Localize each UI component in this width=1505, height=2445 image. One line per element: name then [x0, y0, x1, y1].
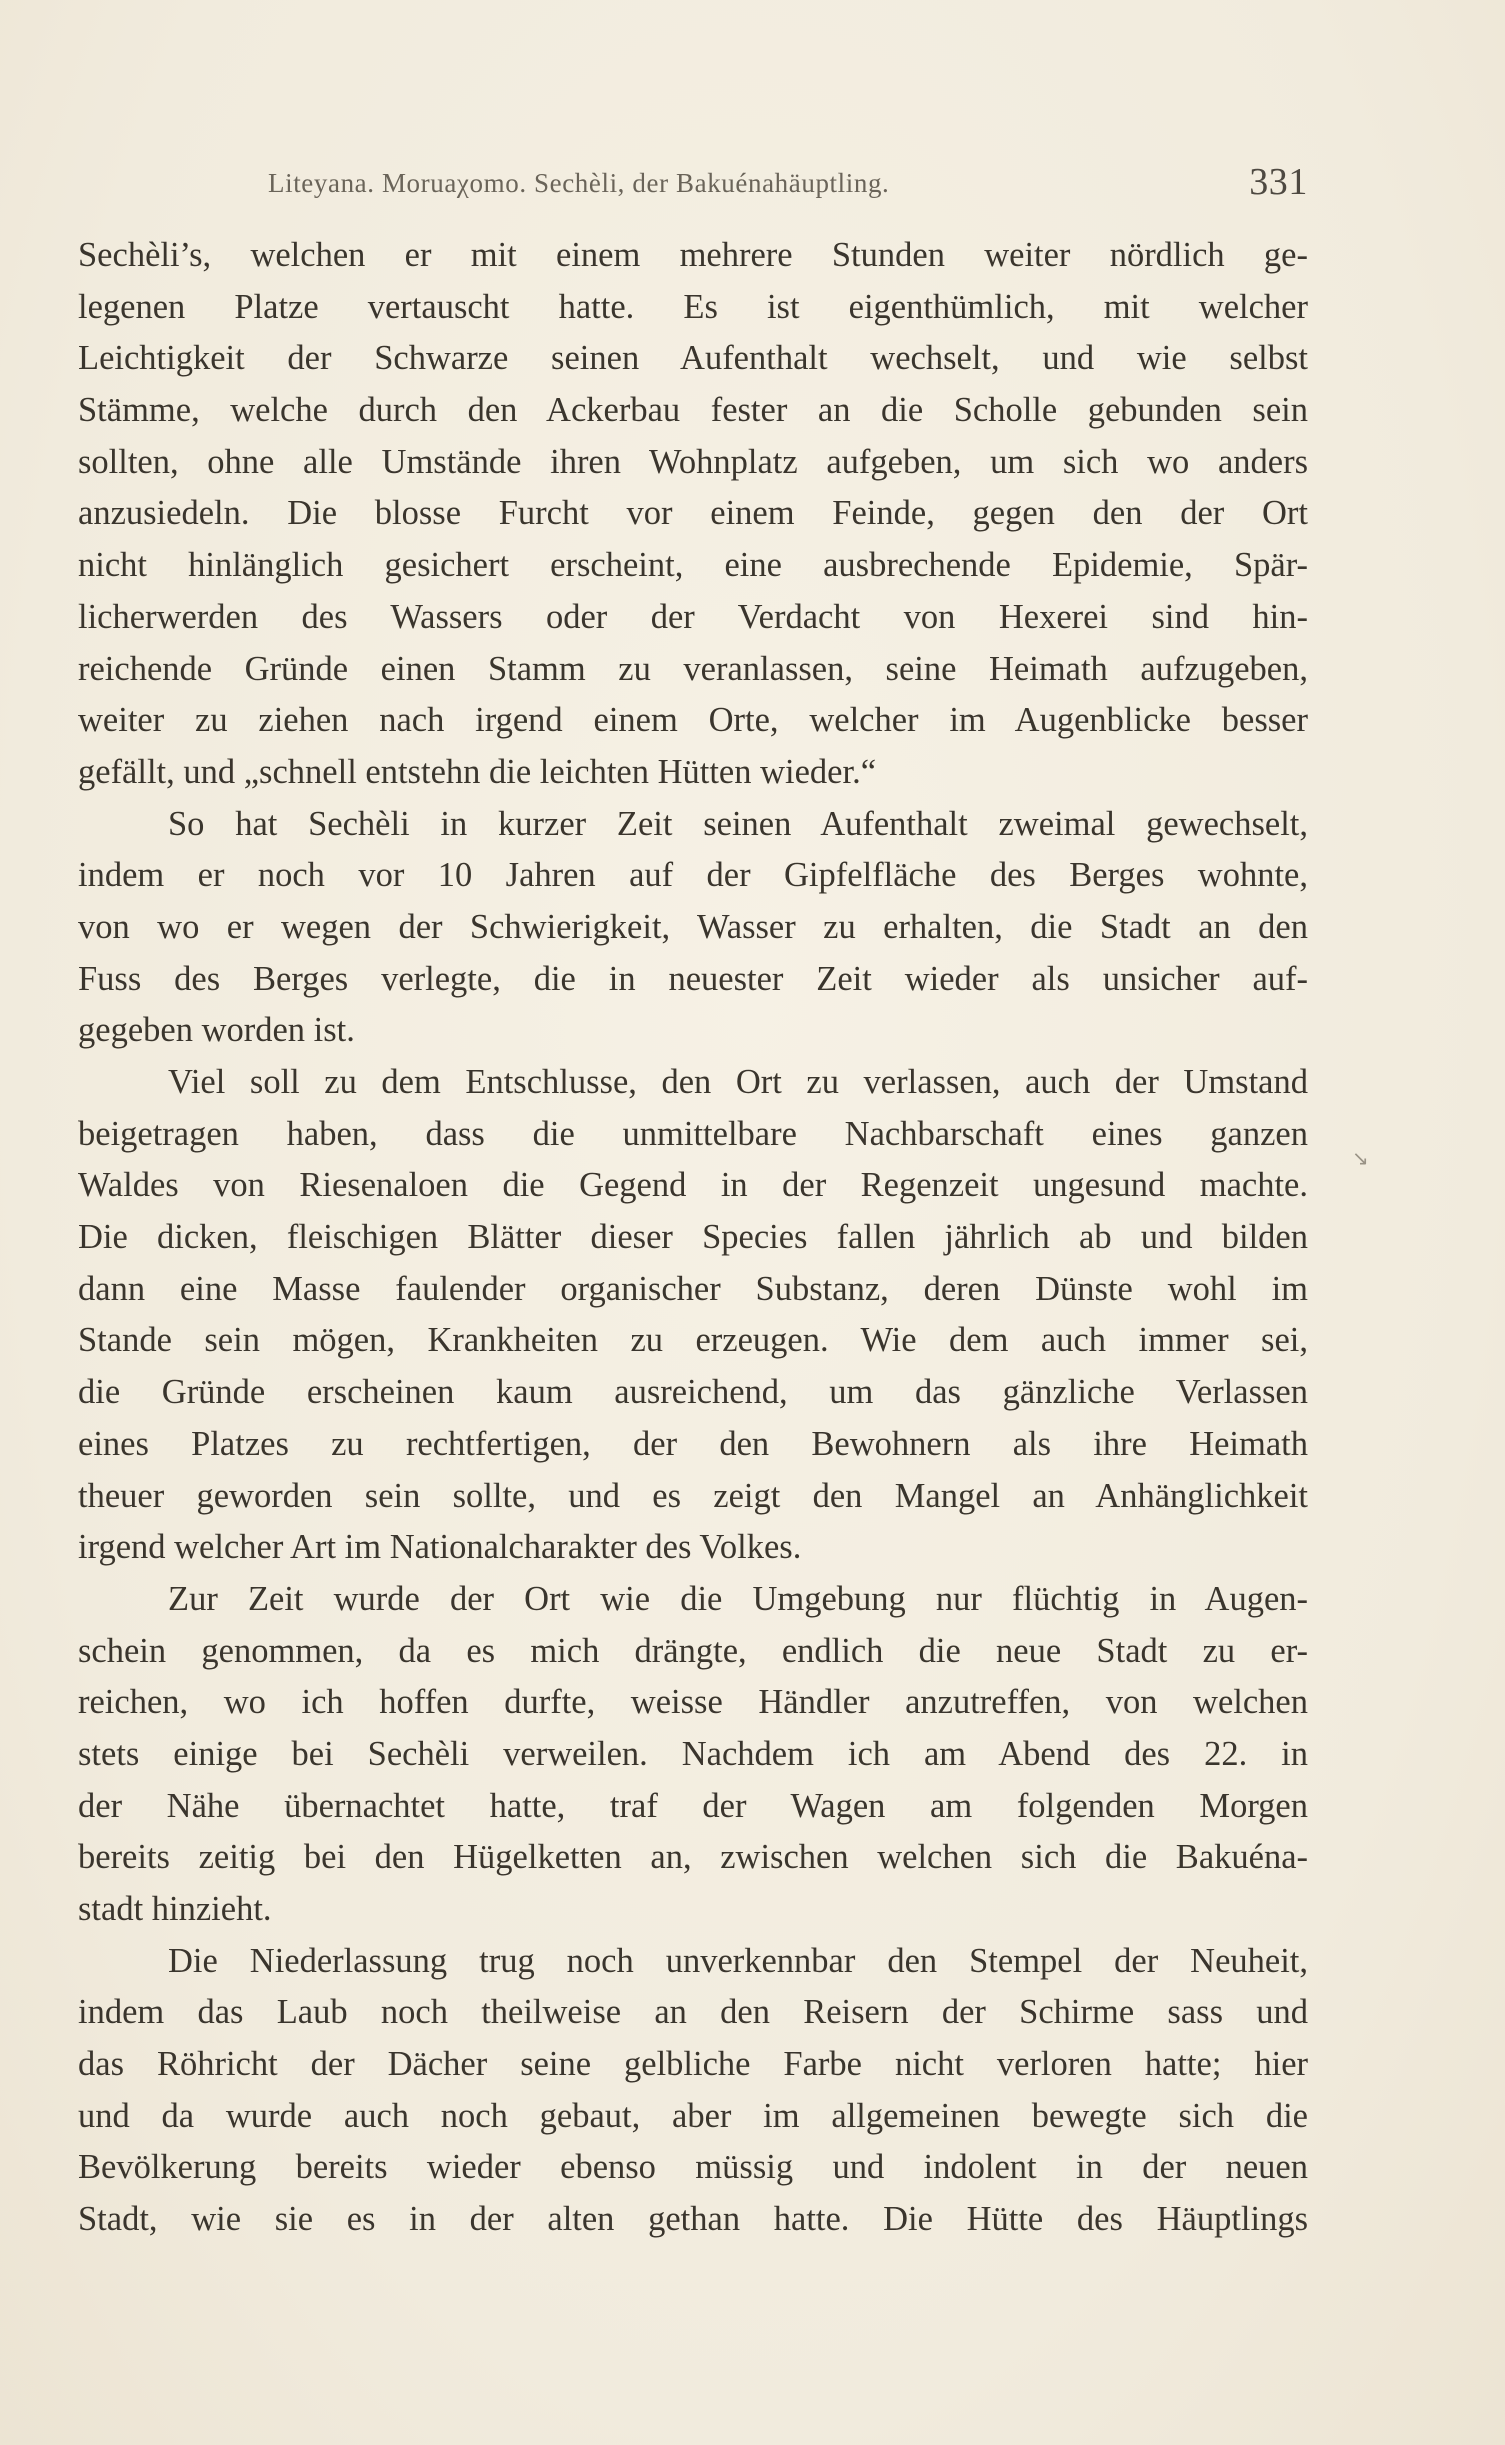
text-line: beigetragen haben, dass die unmittelbare Nachbarschaft eines ganzen	[78, 1114, 1308, 1153]
text-line: Fuss des Berges verlegte, die in neuester Zeit wieder als unsicher auf-	[78, 959, 1308, 998]
paragraph-first-line: Zur Zeit wurde der Ort wie die Umgebung nur flüchtig in Augen-	[168, 1579, 1308, 1618]
paragraph-first-line: Viel soll zu dem Entschlusse, den Ort zu verlassen, auch der Umstand	[168, 1063, 1308, 1101]
text-line: bereits zeitig bei den Hügelketten an, zwischen welchen sich die Bakuéna-	[78, 1838, 1308, 1877]
text-line: indem das Laub noch theilweise an den Reisern der Schirme sass und	[78, 1993, 1308, 2032]
text-line: stadt hinzieht.	[78, 1890, 272, 1928]
text-line: gegeben worden ist.	[78, 1011, 355, 1050]
text-line: legenen Platze vertauscht hatte. Es ist eigenthümlich, mit welcher	[78, 287, 1308, 326]
text-line: schein genommen, da es mich drängte, endlich die neue Stadt zu er-	[78, 1631, 1308, 1670]
paragraph-first-line: So hat Sechèli in kurzer Zeit seinen Aufenthalt zweimal gewechselt,	[168, 804, 1308, 843]
body-text	[78, 230, 1308, 2246]
text-line: Bevölkerung bereits wieder ebenso müssig und indolent in der neuen	[78, 2148, 1308, 2187]
text-line: Stande sein mögen, Krankheiten zu erzeugen. Wie dem auch immer sei,	[78, 1321, 1308, 1360]
text-line: weiter zu ziehen nach irgend einem Orte, welcher im Augenblicke besser	[78, 701, 1308, 740]
text-line: dann eine Masse faulender organischer Substanz, deren Dünste wohl im	[78, 1269, 1308, 1308]
text-line: von wo er wegen der Schwierigkeit, Wasser zu erhalten, die Stadt an den	[78, 907, 1308, 946]
text-line: anzusiedeln. Die blosse Furcht vor einem Feinde, gegen den der Ort	[78, 494, 1308, 533]
text-line: nicht hinlänglich gesichert erscheint, eine ausbrechende Epidemie, Spär-	[78, 546, 1308, 585]
page-number: 331	[1249, 161, 1308, 203]
text-line: reichen, wo ich hoffen durfte, weisse Händler anzutreffen, von welchen	[78, 1683, 1308, 1722]
text-line: Sechèli’s, welchen er mit einem mehrere Stunden weiter nördlich ge-	[78, 236, 1308, 274]
text-line: der Nähe übernachtet hatte, traf der Wagen am folgenden Morgen	[78, 1786, 1308, 1825]
text-line: die Gründe erscheinen kaum ausreichend, um das gänzliche Verlassen	[78, 1373, 1308, 1412]
text-line: Leichtigkeit der Schwarze seinen Aufenthalt wechselt, und wie selbst	[78, 339, 1308, 378]
text-line: das Röhricht der Dächer seine gelbliche Farbe nicht verloren hatte; hier	[78, 2045, 1308, 2084]
text-line: stets einige bei Sechèli verweilen. Nachdem ich am Abend des 22. in	[78, 1734, 1308, 1773]
text-line: und da wurde auch noch gebaut, aber im allgemeinen bewegte sich die	[78, 2096, 1308, 2135]
text-line: eines Platzes zu rechtfertigen, der den Bewohnern als ihre Heimath	[78, 1424, 1308, 1463]
text-line: Stämme, welche durch den Ackerbau fester an die Scholle gebunden sein	[78, 391, 1308, 430]
text-line: reichende Gründe einen Stamm zu veranlassen, seine Heimath aufzugeben,	[78, 649, 1308, 688]
paragraph-first-line: Die Niederlassung trug noch unverkennbar den Stempel der Neuheit,	[168, 1941, 1308, 1980]
text-line: Stadt, wie sie es in der alten gethan hatte. Die Hütte des Häuptlings	[78, 2200, 1308, 2239]
margin-mark-icon: ↘	[1352, 1146, 1369, 1170]
text-line: licherwerden des Wassers oder der Verdacht von Hexerei sind hin-	[78, 597, 1308, 636]
text-line: Die dicken, fleischigen Blätter dieser Species fallen jährlich ab und bilden	[78, 1218, 1308, 1257]
text-line: Waldes von Riesenaloen die Gegend in der Regenzeit ungesund machte.	[78, 1166, 1308, 1205]
text-line: sollten, ohne alle Umstände ihren Wohnplatz aufgeben, um sich wo anders	[78, 442, 1308, 481]
text-line: theuer geworden sein sollte, und es zeigt den Mangel an Anhänglichkeit	[78, 1476, 1308, 1515]
running-head	[268, 160, 1308, 210]
running-title: Liteyana. Moruaχomo. Sechèli, der Bakuénahäuptling.	[268, 168, 890, 198]
text-line: gefällt, und „schnell entstehn die leichten Hütten wieder.“	[78, 752, 877, 791]
text-line: indem er noch vor 10 Jahren auf der Gipfelfläche des Berges wohnte,	[78, 856, 1308, 895]
text-line: irgend welcher Art im Nationalcharakter des Volkes.	[78, 1528, 802, 1567]
